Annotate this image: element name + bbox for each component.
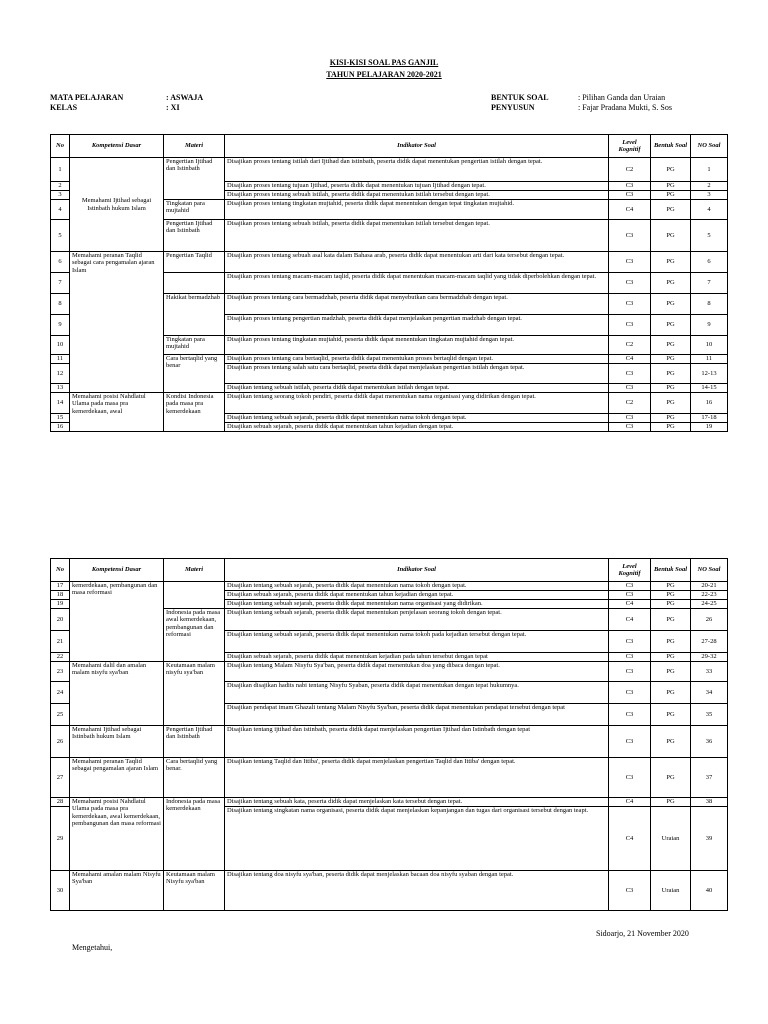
level-cell: C3	[609, 294, 651, 315]
col-header: Kompetensi Dasar	[70, 559, 164, 582]
nosoal-cell: 16	[691, 393, 728, 414]
row-no: 3	[51, 191, 70, 200]
row-no: 9	[51, 315, 70, 336]
level-cell: C4	[609, 609, 651, 631]
indikator-cell: Disajikan proses tentang pengertian madzhab, peserta didik dapat menjelaskan pengertian madzhab dengan tepat.	[225, 315, 609, 336]
nosoal-cell: 14-15	[691, 384, 728, 393]
bentuk-cell: PG	[651, 682, 691, 704]
row-no: 2	[51, 182, 70, 191]
materi-cell-empty	[164, 315, 225, 336]
bentuk-cell: PG	[651, 384, 691, 393]
kelas-value: : XI	[166, 103, 180, 112]
nosoal-cell: 10	[691, 336, 728, 355]
materi-cell: Pengertian Ijtihad dan Istinbath	[164, 158, 225, 200]
nosoal-cell: 12-13	[691, 364, 728, 384]
table-row	[51, 158, 728, 182]
kd-cell: Memahami Ijtihad sebagai Istinbath hukum Islam	[70, 726, 164, 758]
row-no: 26	[51, 726, 70, 758]
row-no: 30	[51, 871, 70, 911]
bentuk-cell: PG	[651, 252, 691, 273]
nosoal-cell: 27-28	[691, 631, 728, 653]
level-cell: C3	[609, 871, 651, 911]
level-cell: C4	[609, 200, 651, 220]
nosoal-cell: 34	[691, 682, 728, 704]
table-row	[51, 662, 728, 682]
row-no: 25	[51, 704, 70, 726]
indikator-cell: Disajikan proses tentang tujuan Ijtihad, peserta didik dapat menentukan tujuan Ijtihad dengan tepat.	[225, 182, 609, 191]
level-cell: C3	[609, 191, 651, 200]
kd-cell: Memahami posisi Nahdlatul Ulama pada masa pra kemerdekaan, awal kemerdekaan, pembangunan dan masa reformasi	[70, 798, 164, 871]
materi-cell: Keutamaan malam nisyfu sya'ban	[164, 662, 225, 726]
bentuk-cell: PG	[651, 273, 691, 294]
level-cell: C2	[609, 158, 651, 182]
level-cell: C3	[609, 384, 651, 393]
materi-cell: Tingkatan para mujtahid	[164, 336, 225, 355]
penyusun-label: PENYUSUN	[491, 103, 535, 112]
materi-cell: Pengertian Ijtihad dan Istinbath	[164, 220, 225, 252]
nosoal-cell: 39	[691, 807, 728, 871]
col-header: Kompetensi Dasar	[70, 135, 164, 158]
table-row	[51, 393, 728, 414]
indikator-cell: Disajikan proses tentang sebuah istilah, peserta didik dapat menentukan istilah tersebut dengan tepat.	[225, 220, 609, 252]
nosoal-cell: 38	[691, 798, 728, 807]
nosoal-cell: 19	[691, 423, 728, 432]
kd-cell: Memahami posisi Nahdlatul Ulama pada masa pra kemerdekaan, awal	[70, 393, 164, 432]
nosoal-cell: 22-23	[691, 591, 728, 600]
kd-cell: Memahami dalil dan amalan malam nisyfu sya'ban	[70, 662, 164, 726]
level-cell: C3	[609, 662, 651, 682]
bentuk-cell: PG	[651, 414, 691, 423]
indikator-cell: Disajikan tentang sebuah sejarah, peserta didik dapat menentukan nama tokoh dengan tepat.	[225, 414, 609, 423]
materi-cell: Pengertian Taqlid	[164, 252, 225, 273]
kd-cell: kemerdekaan, pembangunan dan masa reformasi	[70, 582, 164, 662]
level-cell: C4	[609, 807, 651, 871]
bentuk-cell: PG	[651, 158, 691, 182]
mengetahui-label: Mengetahui,	[72, 943, 113, 952]
mapel-label: MATA PELAJARAN	[50, 93, 124, 102]
bentuk-cell: PG	[651, 315, 691, 336]
materi-cell: Hakikat bermadzhab	[164, 294, 225, 315]
level-cell: C2	[609, 393, 651, 414]
level-cell: C3	[609, 653, 651, 662]
nosoal-cell: 4	[691, 200, 728, 220]
nosoal-cell: 35	[691, 704, 728, 726]
row-no: 17	[51, 582, 70, 591]
level-cell: C3	[609, 414, 651, 423]
indikator-cell: Disajikan tentang sebuah sejarah, peserta didik dapat menentukan nama tokoh dengan tepat.	[225, 582, 609, 591]
col-header: Materi	[164, 135, 225, 158]
row-no: 27	[51, 758, 70, 798]
level-cell: C4	[609, 798, 651, 807]
row-no: 24	[51, 682, 70, 704]
nosoal-cell: 40	[691, 871, 728, 911]
kd-cell: Memahami peranan Taqlid sebagai cara pengamalan ajaran Islam	[70, 252, 164, 393]
indikator-cell: Disajikan sebuah sejarah, peserta didik dapat menentukan tahun kejadian dengan tepat.	[225, 591, 609, 600]
nosoal-cell: 9	[691, 315, 728, 336]
col-header: NO Soal	[691, 559, 728, 582]
bentuk-cell: PG	[651, 364, 691, 384]
row-no: 14	[51, 393, 70, 414]
row-no: 11	[51, 355, 70, 364]
materi-cell-empty	[164, 582, 225, 609]
level-cell: C3	[609, 582, 651, 591]
materi-cell: Cara bertaqlid yang benar.	[164, 758, 225, 798]
indikator-cell: Disajikan sebuah sejarah, peserta didik dapat menentukan kejadian pada tahun tersebut dengan tepat	[225, 653, 609, 662]
row-no: 7	[51, 273, 70, 294]
nosoal-cell: 3	[691, 191, 728, 200]
kisi-table-1	[50, 134, 728, 432]
nosoal-cell: 6	[691, 252, 728, 273]
nosoal-cell: 11	[691, 355, 728, 364]
bentuk-cell: PG	[651, 662, 691, 682]
level-cell: C3	[609, 704, 651, 726]
indikator-cell: Disajikan tentang sebuah sejarah, peserta didik dapat menentukan penjelasan seorang tokoh dengan tepat.	[225, 609, 609, 631]
indikator-cell: Disajikan tentang sebuah kata, peserta didik dapat menjelaskan kata tersebut dengan tepat.	[225, 798, 609, 807]
mapel-value: : ASWAJA	[166, 93, 204, 102]
document-title: KISI-KISI SOAL PAS GANJIL	[329, 58, 439, 67]
bentuk-cell: Uraian	[651, 871, 691, 911]
nosoal-cell: 33	[691, 662, 728, 682]
materi-cell: Pengertian Ijtihad dan Istinbath	[164, 726, 225, 758]
col-header: Bentuk Soal	[651, 135, 691, 158]
bentuk-cell: PG	[651, 600, 691, 609]
table-row	[51, 582, 728, 591]
indikator-cell: Disajikan tentang sebuah sejarah, peserta didik dapat menentukan nama organisasi yang didirikan.	[225, 600, 609, 609]
level-cell: C3	[609, 273, 651, 294]
nosoal-cell: 2	[691, 182, 728, 191]
bentuk-cell: PG	[651, 336, 691, 355]
row-no: 29	[51, 807, 70, 871]
indikator-cell: Disajikan pendapat imam Ghazali tentang Malam Nisyfu Sya'ban, peserta didik dapat menentukan pendapat tersebut dengan tepat	[225, 704, 609, 726]
nosoal-cell: 17-18	[691, 414, 728, 423]
indikator-cell: Disajikan proses tentang sebuah asal kata dalam Bahasa arab, peserta didik dapat menentukan arti dari kata tersebut dengan tepat.	[225, 252, 609, 273]
col-header: No	[51, 135, 70, 158]
table-row	[51, 252, 728, 273]
indikator-cell: Disajikan proses tentang istilah dari Ijtihad dan istinbath, peserta didik dapat menentukan pengertian istilah dengan tepat.	[225, 158, 609, 182]
bentuk-cell: PG	[651, 191, 691, 200]
col-header: No	[51, 559, 70, 582]
nosoal-cell: 37	[691, 758, 728, 798]
row-no: 16	[51, 423, 70, 432]
table-row	[51, 871, 728, 911]
level-cell: C4	[609, 355, 651, 364]
row-no: 21	[51, 631, 70, 653]
level-cell: C3	[609, 315, 651, 336]
row-no: 5	[51, 220, 70, 252]
bentuk-cell: PG	[651, 355, 691, 364]
nosoal-cell: 7	[691, 273, 728, 294]
materi-cell: Indonesia pada masa kemerdekaan	[164, 798, 225, 871]
row-no: 28	[51, 798, 70, 807]
indikator-cell: Disajikan proses tentang macam-macam taqlid, peserta didik dapat menentukan macam-macam taqlid yang tidak diperbolehkan dengan tepat.	[225, 273, 609, 294]
nosoal-cell: 26	[691, 609, 728, 631]
bentuk-cell: PG	[651, 423, 691, 432]
indikator-cell: Disajikan proses tentang cara bermadzhab, peserta didik dapat menyebutkan cara bermadzhab dengan tepat.	[225, 294, 609, 315]
indikator-cell: Disajikan sebuah sejarah, peserta didik dapat menentukan tahun kejadian dengan tepat.	[225, 423, 609, 432]
materi-cell-empty	[164, 273, 225, 294]
document-subtitle: TAHUN PELAJARAN 2020-2021	[326, 70, 442, 79]
indikator-cell: Disajikan proses tentang tingkatan mujtahid, peserta didik dapat menentukan dengan tepat tingkatan mujtahid.	[225, 200, 609, 220]
bentuk-cell: PG	[651, 200, 691, 220]
level-cell: C3	[609, 220, 651, 252]
kelas-label: KELAS	[50, 103, 78, 112]
bentuk-cell: PG	[651, 182, 691, 191]
nosoal-cell: 36	[691, 726, 728, 758]
kd-cell: Memahami Ijtihad sebagai Istinbath hukum Islam	[70, 158, 164, 252]
bentuk-cell: PG	[651, 393, 691, 414]
row-no: 19	[51, 600, 70, 609]
materi-cell: Cara bertaqlid yang benar	[164, 355, 225, 393]
indikator-cell: Disajikan tentang ijtihad dan istinbath, peserta didik dapat menjelaskan pengertian Ijtihad dan Istinbath dengan tepat	[225, 726, 609, 758]
indikator-cell: Disajikan disajikan hadits nabi tentang Nisyfu Syaban, peserta didik dapat menentukan dengan tepat hukumnya.	[225, 682, 609, 704]
level-cell: C3	[609, 591, 651, 600]
bentuk-cell: PG	[651, 582, 691, 591]
col-header: Indikator Soal	[225, 559, 609, 582]
row-no: 20	[51, 609, 70, 631]
col-header: NO Soal	[691, 135, 728, 158]
col-header: Bentuk Soal	[651, 559, 691, 582]
place-date: Sidoarjo, 21 November 2020	[596, 929, 689, 938]
table-row	[51, 798, 728, 807]
indikator-cell: Disajikan tentang seorang tokoh pendiri, peserta didik dapat menentukan nama organisasi yang didirikan dengan tepat.	[225, 393, 609, 414]
level-cell: C3	[609, 758, 651, 798]
table-header-row	[51, 135, 728, 158]
materi-cell: Tingkatan para mujtahid	[164, 200, 225, 220]
bentuk-cell: PG	[651, 726, 691, 758]
bentuk-cell: PG	[651, 220, 691, 252]
bentuk-cell: PG	[651, 758, 691, 798]
bentuk-cell: PG	[651, 704, 691, 726]
level-cell: C3	[609, 364, 651, 384]
row-no: 15	[51, 414, 70, 423]
nosoal-cell: 29-32	[691, 653, 728, 662]
table-header-row	[51, 559, 728, 582]
materi-cell: Indonesia pada masa awal kemerdekaan, pembangunan dan reformasi	[164, 609, 225, 662]
row-no: 12	[51, 364, 70, 384]
row-no: 13	[51, 384, 70, 393]
bentuk-label: BENTUK SOAL	[491, 93, 549, 102]
row-no: 1	[51, 158, 70, 182]
kd-cell: Memahami amalan malam Nisyfu Sya'ban	[70, 871, 164, 911]
level-cell: C3	[609, 726, 651, 758]
col-header: Indikator Soal	[225, 135, 609, 158]
level-cell: C3	[609, 182, 651, 191]
penyusun-value: : Fajar Pradana Mukti, S. Sos	[578, 103, 672, 112]
level-cell: C3	[609, 252, 651, 273]
indikator-cell: Disajikan proses tentang salah satu cara bertaqlid, peserta didik dapat menjelaskan pengertian istilah dengan tepat.	[225, 364, 609, 384]
indikator-cell: Disajikan tentang doa nisyfu sya'ban, peserta didik dapat menjelaskan bacaan doa nisyfu syaban dengan tepat.	[225, 871, 609, 911]
level-cell: C4	[609, 600, 651, 609]
table-row	[51, 758, 728, 798]
indikator-cell: Disajikan tentang sebuah sejarah, peserta didik dapat menentukan nama tokoh pada kejadian tersebut dengan tepat.	[225, 631, 609, 653]
level-cell: C3	[609, 682, 651, 704]
indikator-cell: Disajikan proses tentang tingkatan mujtahid, peserta didik dapat menentukan tingkatan mujtahid dengan tepat.	[225, 336, 609, 355]
table-row	[51, 726, 728, 758]
indikator-cell: Disajikan tentang Taqlid dan Ittiba', peserta didik dapat menjelaskan pengertian Taqlid dan Ittiba' dengan tepat.	[225, 758, 609, 798]
col-header: Level Kognitif	[609, 135, 651, 158]
bentuk-value: : Pilihan Ganda dan Uraian	[578, 93, 666, 102]
kd-cell: Memahami peranan Taqlid sebagai pengamalan ajaran Islam	[70, 758, 164, 798]
row-no: 8	[51, 294, 70, 315]
bentuk-cell: Uraian	[651, 807, 691, 871]
row-no: 4	[51, 200, 70, 220]
kisi-table-2	[50, 558, 728, 911]
nosoal-cell: 1	[691, 158, 728, 182]
nosoal-cell: 8	[691, 294, 728, 315]
bentuk-cell: PG	[651, 631, 691, 653]
row-no: 18	[51, 591, 70, 600]
indikator-cell: Disajikan tentang singkatan nama organisasi, peserta didik dapat menjelaskan kepanjangan dan tugas dari organisasi tersebut dengan teapt.	[225, 807, 609, 871]
bentuk-cell: PG	[651, 653, 691, 662]
bentuk-cell: PG	[651, 591, 691, 600]
indikator-cell: Disajikan tentang Malam Nisyfu Sya'ban, peserta didik dapat menentukan doa yang dibaca dengan tepat.	[225, 662, 609, 682]
nosoal-cell: 20-21	[691, 582, 728, 591]
nosoal-cell: 24-25	[691, 600, 728, 609]
materi-cell: Keutamaan malam Nisyfu sya'ban	[164, 871, 225, 911]
row-no: 10	[51, 336, 70, 355]
col-header: Level Kognitif	[609, 559, 651, 582]
indikator-cell: Disajikan tentang sebuah istilah, peserta didik dapat menentukan istilah dengan tepat.	[225, 384, 609, 393]
row-no: 6	[51, 252, 70, 273]
level-cell: C3	[609, 631, 651, 653]
level-cell: C3	[609, 423, 651, 432]
bentuk-cell: PG	[651, 294, 691, 315]
row-no: 22	[51, 653, 70, 662]
indikator-cell: Disajikan proses tentang cara bertaqlid, peserta didik dapat menentukan proses bertaqlid dengan tepat.	[225, 355, 609, 364]
materi-cell: Kondisi Indonesia pada masa pra kemerdekaan	[164, 393, 225, 432]
bentuk-cell: PG	[651, 798, 691, 807]
row-no: 23	[51, 662, 70, 682]
indikator-cell: Disajikan proses tentang sebuah istilah, peserta didik dapat menentukan istilah tersebut dengan tepat.	[225, 191, 609, 200]
bentuk-cell: PG	[651, 609, 691, 631]
col-header: Materi	[164, 559, 225, 582]
level-cell: C2	[609, 336, 651, 355]
nosoal-cell: 5	[691, 220, 728, 252]
